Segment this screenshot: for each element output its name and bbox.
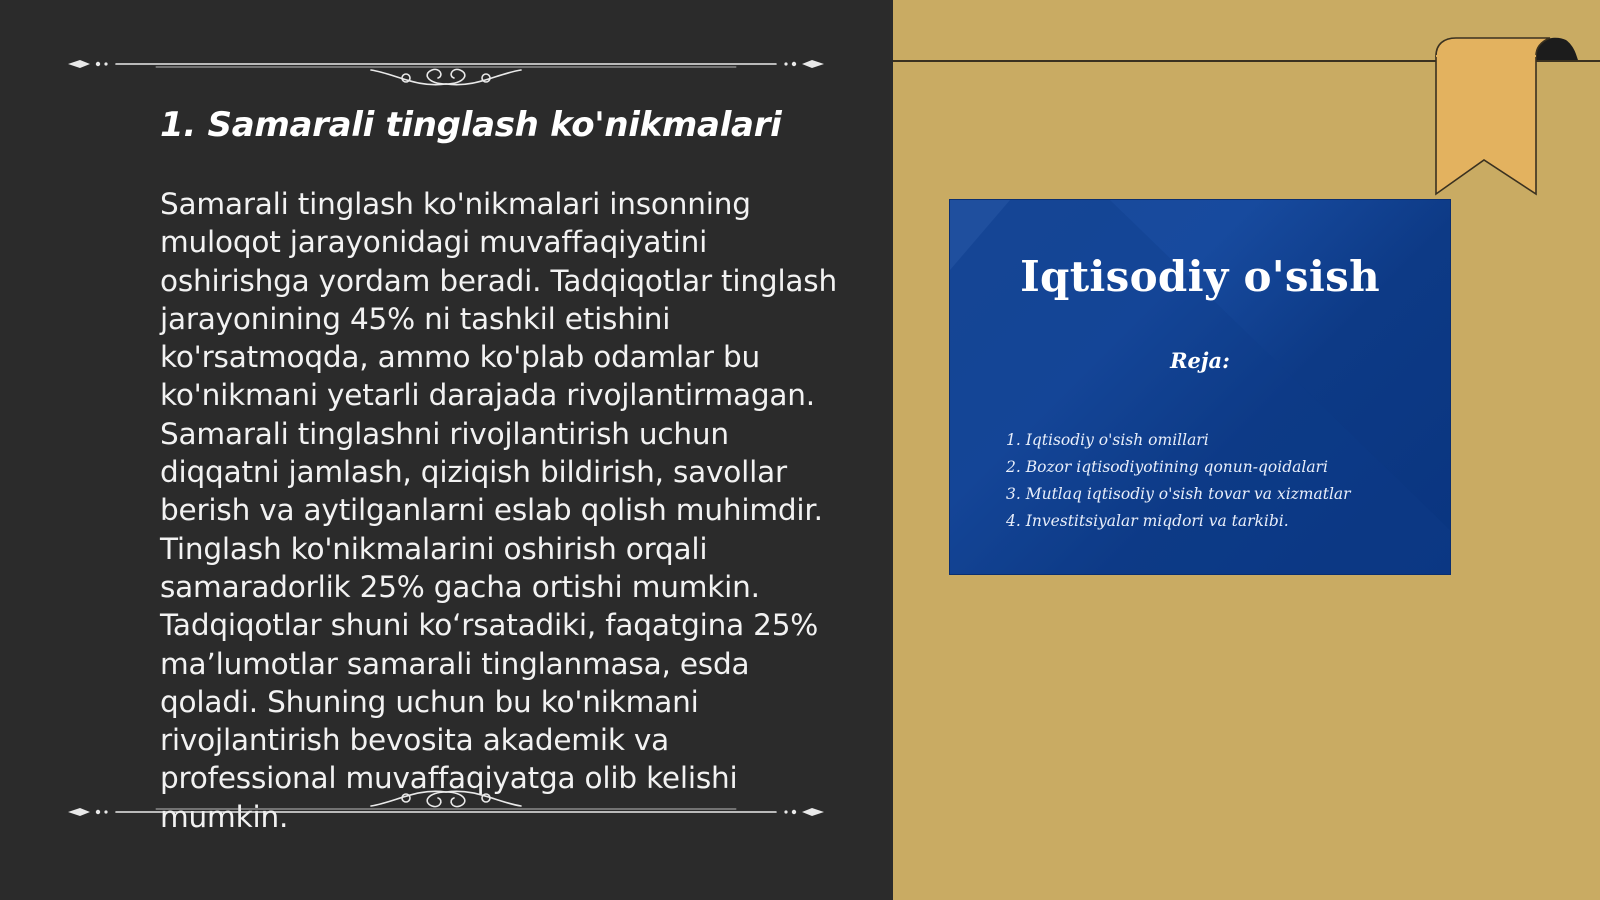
slide-title: 1. Samarali tinglash ko'nikmalari: [160, 105, 782, 145]
ornamental-divider-icon: [66, 48, 826, 88]
economic-growth-image: [950, 200, 1450, 574]
bookmark-ribbon-icon: [1432, 36, 1582, 196]
list-item: 3. Mutlaq iqtisodiy o'sish tovar va xizmatlar: [1006, 485, 1351, 503]
slide-body-text: Samarali tinglash ko'nikmalari insonning muloqot jarayonidagi muvaffaqiyatini oshirishga yordam beradi. Tadqiqotlar tinglash jarayonining 45% ni tashkil etishini ko'rsatmoqda, ammo ko'plab odamlar bu ko'nikmani yetarli darajada rivojlantirmagan. Samarali tinglashni rivojlantirish uchun diqqatni jamlash, qiziqish bildirish, savollar berish va aytilganlarni eslab qolish muhimdir. Tinglash ko'nikmalarini oshirish orqali samaradorlik 25% gacha ortishi mumkin. Tadqiqotlar shuni ko‘rsatadiki, faqatgina 25% ma’lumotlar samarali tinglanmasa, esda qoladi. Shuning uchun bu ko'nikmani rivojlantirish bevosita akademik va professional muvaffaqiyatga olib kelishi mumkin.: [160, 187, 837, 834]
list-item: 4. Investitsiyalar miqdori va tarkibi.: [1006, 512, 1289, 530]
card-title: Iqtisodiy o'sish: [1020, 252, 1380, 301]
list-item: 1. Iqtisodiy o'sish omillari: [1006, 431, 1209, 449]
card-subtitle: Reja:: [1170, 348, 1230, 373]
list-item: 2. Bozor iqtisodiyotining qonun-qoidalari: [1006, 458, 1328, 476]
ornamental-divider-icon: [66, 788, 826, 828]
card-plan-list: [1006, 427, 1351, 535]
